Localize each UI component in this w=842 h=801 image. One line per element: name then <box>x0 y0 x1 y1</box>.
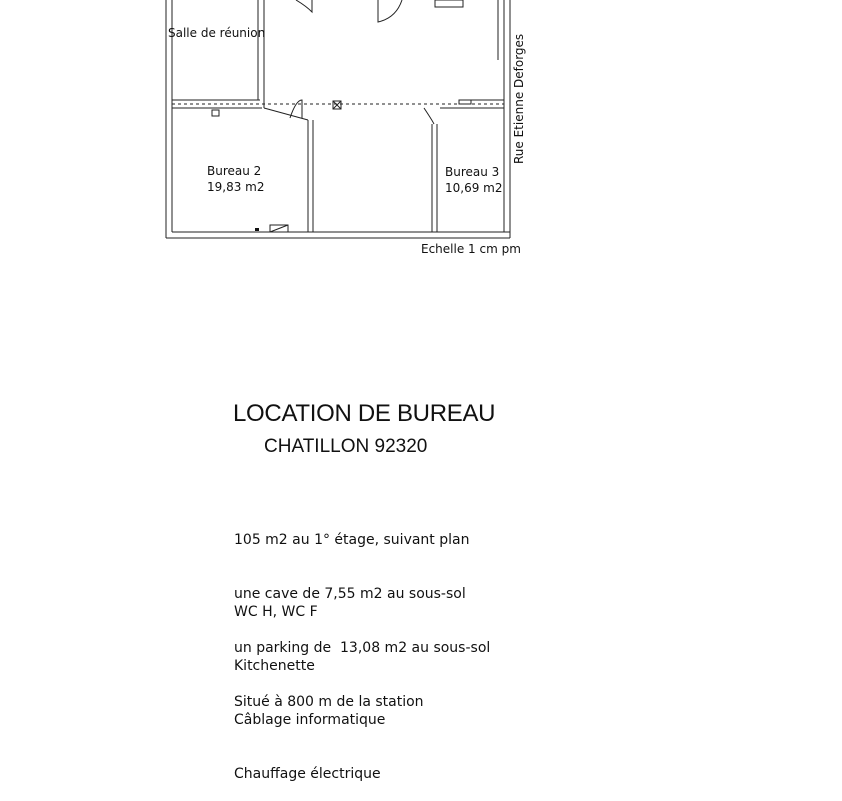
room-area-office3: 10,69 m2 <box>445 181 503 195</box>
room-label-office2: Bureau 2 <box>207 164 262 178</box>
room-label-meeting: Salle de réunion <box>168 26 266 40</box>
office2-entry-wall <box>264 108 308 120</box>
location-block <box>234 657 424 729</box>
floor-plan <box>0 0 842 260</box>
scale-label: Echelle 1 cm pm <box>421 242 521 256</box>
location-line: Situé à 800 m de la station <box>234 694 424 710</box>
door-swing-top-2 <box>378 0 402 22</box>
amenity-line: WC H, WC F <box>234 604 318 620</box>
fixture-top <box>435 0 463 7</box>
room-area-office2: 19,83 m2 <box>207 180 265 194</box>
street-label: Rue Etienne Deforges <box>512 33 526 164</box>
amenity-line: Chauffage électrique <box>234 766 381 782</box>
fixture-office2 <box>212 110 219 116</box>
fixture-bottom-diag <box>270 225 288 232</box>
amenity-line: Kitchenette <box>234 658 315 674</box>
door-swing-top-1 <box>296 0 312 12</box>
room-label-office3: Bureau 3 <box>445 165 500 179</box>
surface-line: 105 m2 au 1° étage, suivant plan <box>234 532 470 548</box>
surface-line: une cave de 7,55 m2 au sous-sol <box>234 586 466 602</box>
surface-line: un parking de 13,08 m2 au sous-sol <box>234 640 491 656</box>
amenity-line: Câblage informatique <box>234 712 386 728</box>
fixture-right <box>459 100 471 104</box>
listing-subtitle: CHATILLON 92320 <box>264 436 428 457</box>
door-swing-office3 <box>424 108 434 124</box>
fixture-dot <box>255 228 259 231</box>
listing-title: LOCATION DE BUREAU <box>233 400 496 427</box>
